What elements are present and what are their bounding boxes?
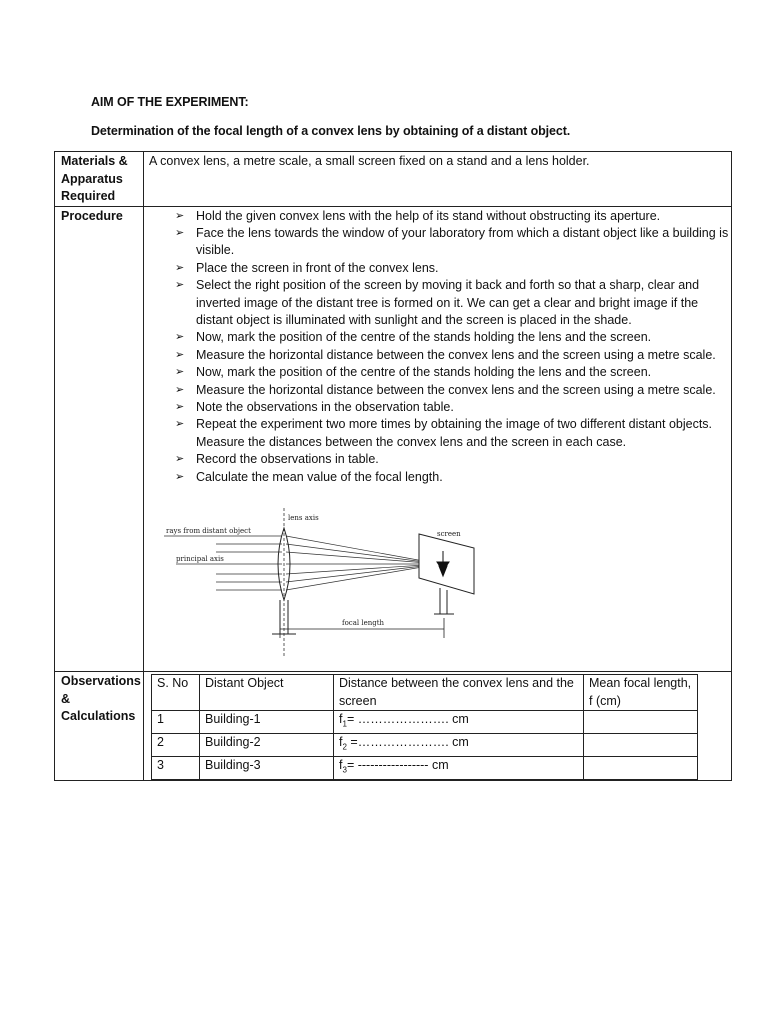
cell-sno: 2: [152, 734, 200, 757]
header-sno: S. No: [152, 675, 200, 711]
materials-row: [55, 152, 732, 207]
arrow-bullet-icon: ➢: [175, 209, 185, 222]
experiment-table: [54, 151, 732, 781]
cell-mean: [584, 757, 698, 780]
refracted-rays: [286, 536, 440, 590]
table-row: [152, 734, 698, 757]
header-object: Distant Object: [200, 675, 334, 711]
procedure-label: Procedure: [55, 206, 144, 672]
arrow-bullet-icon: ➢: [175, 400, 185, 413]
arrow-bullet-icon: ➢: [175, 348, 185, 361]
header-mean: Mean focal length, f (cm): [584, 675, 698, 711]
procedure-step: ➢ Place the screen in front of the convex lens.: [175, 260, 731, 277]
procedure-row: [55, 206, 732, 672]
header-distance: Distance between the convex lens and the screen: [334, 675, 584, 711]
arrow-bullet-icon: ➢: [175, 226, 185, 239]
procedure-step: ➢ Record the observations in table.: [175, 451, 731, 468]
cell-sno: 1: [152, 711, 200, 734]
cell-distance: $f_1=$ …………………. cm: [334, 711, 584, 734]
diagram-area: [144, 486, 731, 671]
procedure-cell: [144, 206, 732, 672]
procedure-step: ➢ Face the lens towards the window of your laboratory from which a distant object like a building is visible.: [175, 225, 729, 258]
table-row: [152, 711, 698, 734]
arrow-bullet-icon: ➢: [175, 279, 185, 292]
arrow-bullet-icon: ➢: [175, 261, 185, 274]
aim-heading: AIM OF THE EXPERIMENT:: [91, 95, 249, 109]
lens-axis-label: lens axis: [288, 514, 319, 522]
rays-label: rays from distant object: [166, 527, 251, 535]
arrow-bullet-icon: ➢: [175, 470, 185, 483]
procedure-step: ➢ Now, mark the position of the centre of the stands holding the lens and the screen.: [175, 329, 731, 346]
observations-row: [55, 672, 732, 781]
cell-distance: $f_3=$ ----------------- cm: [334, 757, 584, 780]
incoming-rays: [164, 536, 282, 590]
arrow-bullet-icon: ➢: [175, 366, 185, 379]
procedure-step: ➢ Now, mark the position of the centre of the stands holding the lens and the screen.: [175, 364, 731, 381]
observations-label: Observations & Calculations: [55, 672, 144, 781]
table-header-row: [152, 675, 698, 711]
procedure-step: ➢ Calculate the mean value of the focal length.: [175, 469, 731, 486]
procedure-step: ➢ Measure the horizontal distance between the convex lens and the screen using a metre scale.: [175, 347, 731, 364]
cell-object: Building-1: [200, 711, 334, 734]
observation-table: [151, 674, 698, 780]
arrow-bullet-icon: ➢: [175, 453, 185, 466]
cell-mean: [584, 711, 698, 734]
procedure-step: ➢ Repeat the experiment two more times by obtaining the image of two different distant objects. Measure the distances between the convex lens and the screen in each case.: [175, 417, 713, 449]
materials-text: A convex lens, a metre scale, a small screen fixed on a stand and a lens holder.: [144, 152, 732, 207]
procedure-step: ➢ Measure the horizontal distance between the convex lens and the screen using a metre scale.: [175, 382, 731, 399]
arrow-bullet-icon: ➢: [175, 383, 185, 396]
cell-distance: $f_2$ =…………………. cm: [334, 734, 584, 757]
cell-object: Building-3: [200, 757, 334, 780]
materials-label: Materials & Apparatus Required: [55, 152, 144, 207]
table-row: [152, 757, 698, 780]
procedure-list: [144, 208, 731, 487]
lens-diagram: [154, 506, 484, 666]
procedure-step: ➢ Select the right position of the screen by moving it back and forth so that a sharp, clear and inverted image of the distant tree is formed on it. We can get a clear and bright image if the distant object is illuminated with sunlight and the screen is placed in the shade.: [175, 278, 700, 327]
focal-length-label: focal length: [342, 619, 385, 627]
cell-object: Building-2: [200, 734, 334, 757]
principal-axis-label: principal axis: [176, 555, 224, 563]
cell-mean: [584, 734, 698, 757]
arrow-bullet-icon: ➢: [175, 331, 185, 344]
procedure-step: ➢ Note the observations in the observation table.: [175, 399, 731, 416]
determination-heading: Determination of the focal length of a convex lens by obtaining of a distant object.: [91, 124, 571, 138]
observations-cell: [144, 672, 732, 781]
arrow-bullet-icon: ➢: [175, 418, 185, 431]
screen-label: screen: [437, 530, 461, 538]
cell-sno: 3: [152, 757, 200, 780]
procedure-step: ➢ Hold the given convex lens with the help of its stand without obstructing its aperture.: [175, 208, 731, 225]
